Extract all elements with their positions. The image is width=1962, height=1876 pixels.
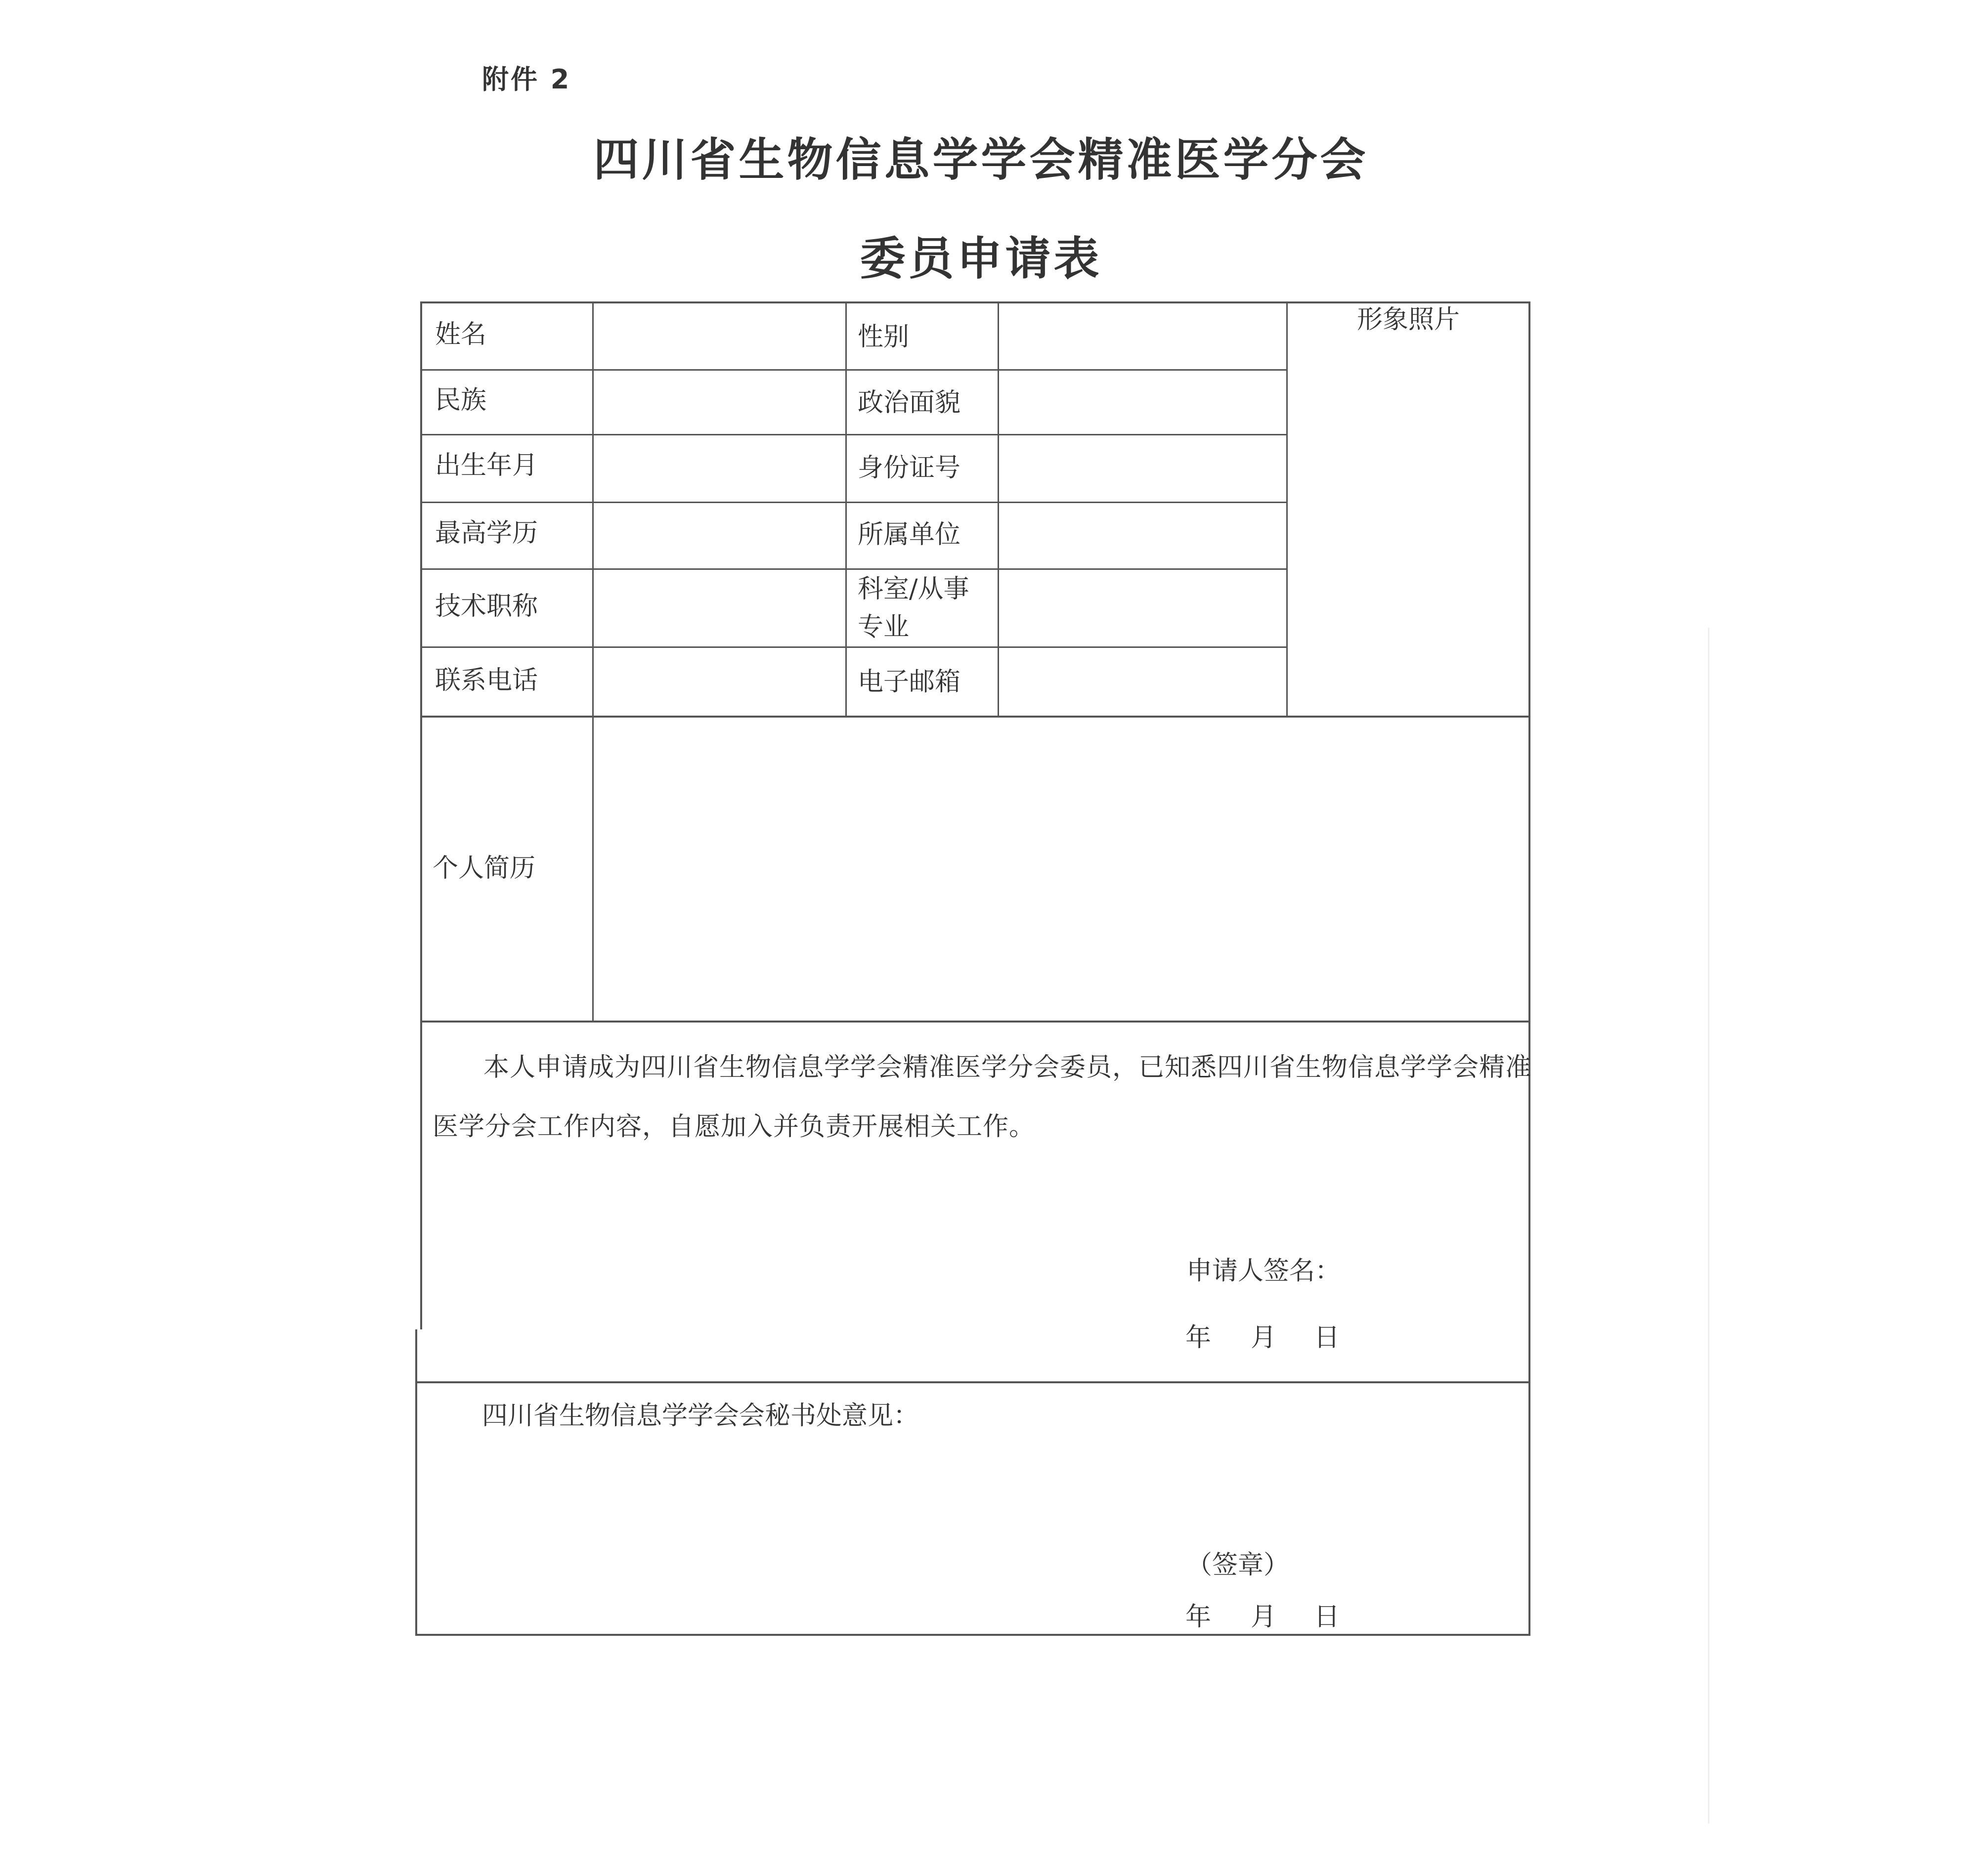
applicant-date-day: 日 bbox=[1314, 1323, 1340, 1353]
id-number-label: 身份证号 bbox=[858, 453, 961, 483]
attachment-label: 附件 2 bbox=[482, 64, 571, 95]
gender-field[interactable] bbox=[1008, 316, 1275, 356]
photo-area[interactable] bbox=[1290, 351, 1525, 712]
birth-date-label: 出生年月 bbox=[435, 451, 538, 480]
photo-label: 形象照片 bbox=[1357, 305, 1460, 335]
name-label: 姓名 bbox=[435, 320, 487, 349]
grid-vline-3 bbox=[998, 301, 999, 717]
resume-label: 个人简历 bbox=[433, 853, 536, 883]
grid-vline-2 bbox=[845, 301, 847, 717]
grid-hline-5 bbox=[420, 646, 1288, 648]
gender-label: 性别 bbox=[858, 322, 910, 352]
birth-date-field[interactable] bbox=[608, 447, 835, 487]
department-field[interactable] bbox=[1008, 578, 1275, 633]
table-border-right bbox=[1528, 301, 1530, 1636]
education-field[interactable] bbox=[608, 515, 835, 554]
table-border-left bbox=[420, 301, 422, 1329]
grid-hline-3 bbox=[420, 502, 1288, 503]
id-number-field[interactable] bbox=[1008, 447, 1275, 487]
applicant-date-month: 月 bbox=[1251, 1323, 1277, 1353]
grid-hline-1 bbox=[420, 369, 1288, 371]
email-field[interactable] bbox=[1008, 662, 1275, 702]
form-title-line-2: 委员申请表 bbox=[860, 232, 1102, 285]
department-label-line-1: 科室/从事 bbox=[858, 574, 969, 604]
applicant-date-year: 年 bbox=[1185, 1323, 1212, 1353]
secretariat-date-month: 月 bbox=[1251, 1602, 1277, 1632]
department-label-line-2: 专业 bbox=[858, 612, 910, 642]
applicant-signature-label: 申请人签名： bbox=[1186, 1256, 1341, 1286]
resume-field[interactable] bbox=[603, 726, 1523, 1013]
grid-hline-4 bbox=[420, 568, 1288, 570]
organization-field[interactable] bbox=[1008, 515, 1275, 554]
declaration-text-line-1: 本人申请成为四川省生物信息学学会精准医学分会委员，已知悉四川省生物信息学学会精准 bbox=[483, 1053, 1532, 1082]
table-border-bottom bbox=[415, 1634, 1530, 1636]
secretariat-opinion-field[interactable] bbox=[433, 1453, 1520, 1552]
phone-label: 联系电话 bbox=[435, 666, 538, 695]
professional-title-label: 技术职称 bbox=[435, 592, 538, 621]
declaration-text-line-2: 医学分会工作内容，自愿加入并负责开展相关工作。 bbox=[433, 1112, 1036, 1142]
professional-title-field[interactable] bbox=[608, 588, 835, 628]
grid-vline-4 bbox=[1286, 301, 1288, 717]
table-border-left-lower bbox=[415, 1329, 417, 1636]
grid-vline-1 bbox=[592, 301, 594, 1021]
declaration-bottom-line bbox=[415, 1381, 1530, 1383]
ethnicity-label: 民族 bbox=[435, 385, 487, 415]
political-status-field[interactable] bbox=[1008, 382, 1275, 422]
secretariat-date-day: 日 bbox=[1314, 1602, 1340, 1632]
email-label: 电子邮箱 bbox=[858, 667, 961, 697]
secretariat-seal-label: （签章） bbox=[1186, 1550, 1290, 1580]
name-field[interactable] bbox=[608, 316, 835, 356]
application-form-table bbox=[420, 301, 1530, 1636]
secretariat-date-year: 年 bbox=[1185, 1602, 1212, 1632]
ethnicity-field[interactable] bbox=[608, 382, 835, 422]
scan-artifact-line bbox=[1708, 628, 1709, 1824]
education-label: 最高学历 bbox=[435, 518, 538, 548]
grid-hline-6 bbox=[420, 716, 1530, 718]
grid-hline-2 bbox=[420, 434, 1288, 435]
phone-field[interactable] bbox=[608, 662, 835, 702]
form-title-line-1: 四川省生物信息学学会精准医学分会 bbox=[593, 133, 1369, 186]
applicant-signature-field[interactable] bbox=[1345, 1248, 1518, 1287]
resume-bottom-line bbox=[420, 1021, 1530, 1023]
organization-label: 所属单位 bbox=[858, 520, 961, 550]
political-status-label: 政治面貌 bbox=[858, 388, 961, 418]
secretariat-opinion-label: 四川省生物信息学学会会秘书处意见： bbox=[482, 1401, 919, 1431]
